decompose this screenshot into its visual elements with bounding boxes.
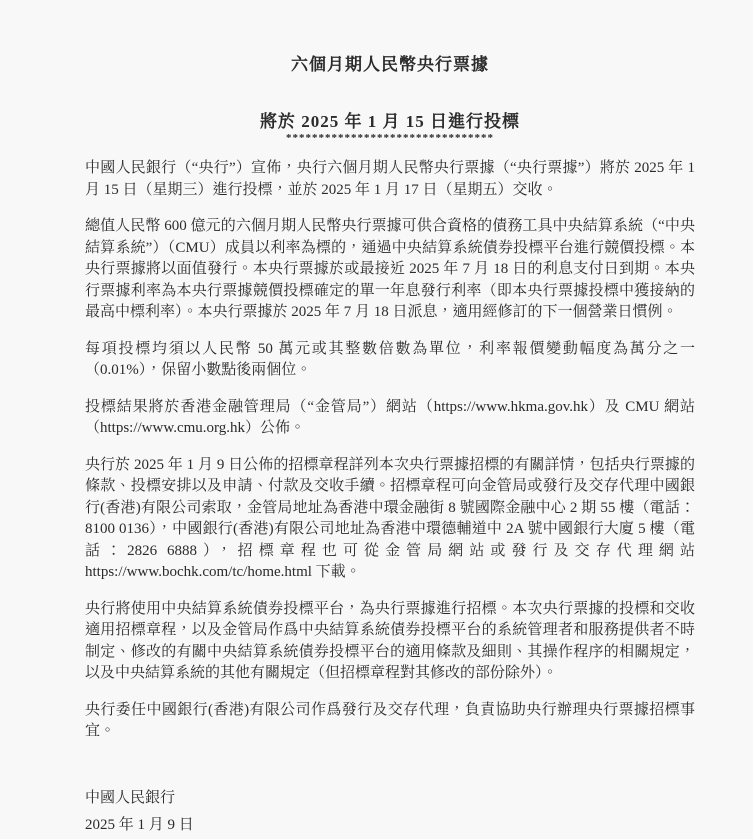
signature-date: 2025 年 1 月 9 日 xyxy=(85,816,194,833)
paragraph-bid-unit: 每項投標均須以人民幣 50 萬元或其整數倍數為單位，利率報價變動幅度為萬分之一（0.01%），保留小數點後兩個位。 xyxy=(85,340,695,378)
document-title: 六個月期人民幣央行票據 xyxy=(291,55,489,74)
signature-issuer: 中國人民銀行 xyxy=(85,789,176,806)
paragraph-results-websites: 投標結果將於香港金融管理局（“金管局”）網站（https://www.hkma.gov.hk）及 CMU 網站（https://www.cmu.org.hk）公佈。 xyxy=(85,398,695,436)
paragraph-cmu-platform-rules: 央行將使用中央結算系統債券投標平台，為央行票據進行招標。本次央行票據的投標和交收適用招標章程，以及金管局作爲中央結算系統債券投標平台的系統管理者和服務提供者不時制定、修改的有關中央結算系統債券投標平台的適用條款及細則、其操作程序的相關規定，以及中央結算系統的其他有關規定（但招標章程對其修改的部份除外）。 xyxy=(85,600,695,681)
document-subtitle: 將於 2025 年 1 月 15 日進行投標 xyxy=(260,112,520,131)
signature-block xyxy=(85,785,695,839)
paragraph-appointed-agent: 央行委任中國銀行(香港)有限公司作爲發行及交存代理，負責協助央行辦理央行票據招標事宜。 xyxy=(85,701,695,739)
asterisk-divider: ******************************** xyxy=(286,132,494,144)
paragraph-tender-details: 總值人民幣 600 億元的六個月期人民幣央行票據可供合資格的債務工具中央結算系統（“中央結算系統”）（CMU）成員以利率為標的，通過中央結算系統債券投標平台進行競價投標。本央行票據將以面值發行。本央行票據於或最接近 2025 年 7 月 18 日的利息支付日到期。本央行票據利率為本央行票據競價投標確定的單一年息發行利率（即本央行票據投標中獲接納的最高中標利率）。本央行票據於 2025 年 7 月 18 日派息，適用經修訂的下一個營業日慣例。 xyxy=(85,218,695,320)
paragraph-information-memorandum: 央行於 2025 年 1 月 9 日公佈的招標章程詳列本次央行票據招標的有關詳情，包括央行票據的條款、投標安排以及申請、付款及交收手續。招標章程可向金管局或發行及交存代理中國銀行(香港)有限公司索取，金管局地址為香港中環金融街 8 號國際金融中心 2 期 55 樓（電話：8100 0136），中國銀行(香港)有限公司地址為香港中環德輔道中 2A 號中國銀行大廈 5 樓（電話：2826 6888），招標章程也可從金管局網站或發行及交存代理網站 https://www.bochk.com/tc/home.html 下載。 xyxy=(85,456,695,580)
document-body xyxy=(85,158,695,743)
paragraph-announcement: 中國人民銀行（“央行”）宣佈，央行六個月期人民幣央行票據（“央行票據”）將於 2025 年 1 月 15 日（星期三）進行投標，並於 2025 年 1 月 17 日（星期五）交收。 xyxy=(85,160,695,198)
